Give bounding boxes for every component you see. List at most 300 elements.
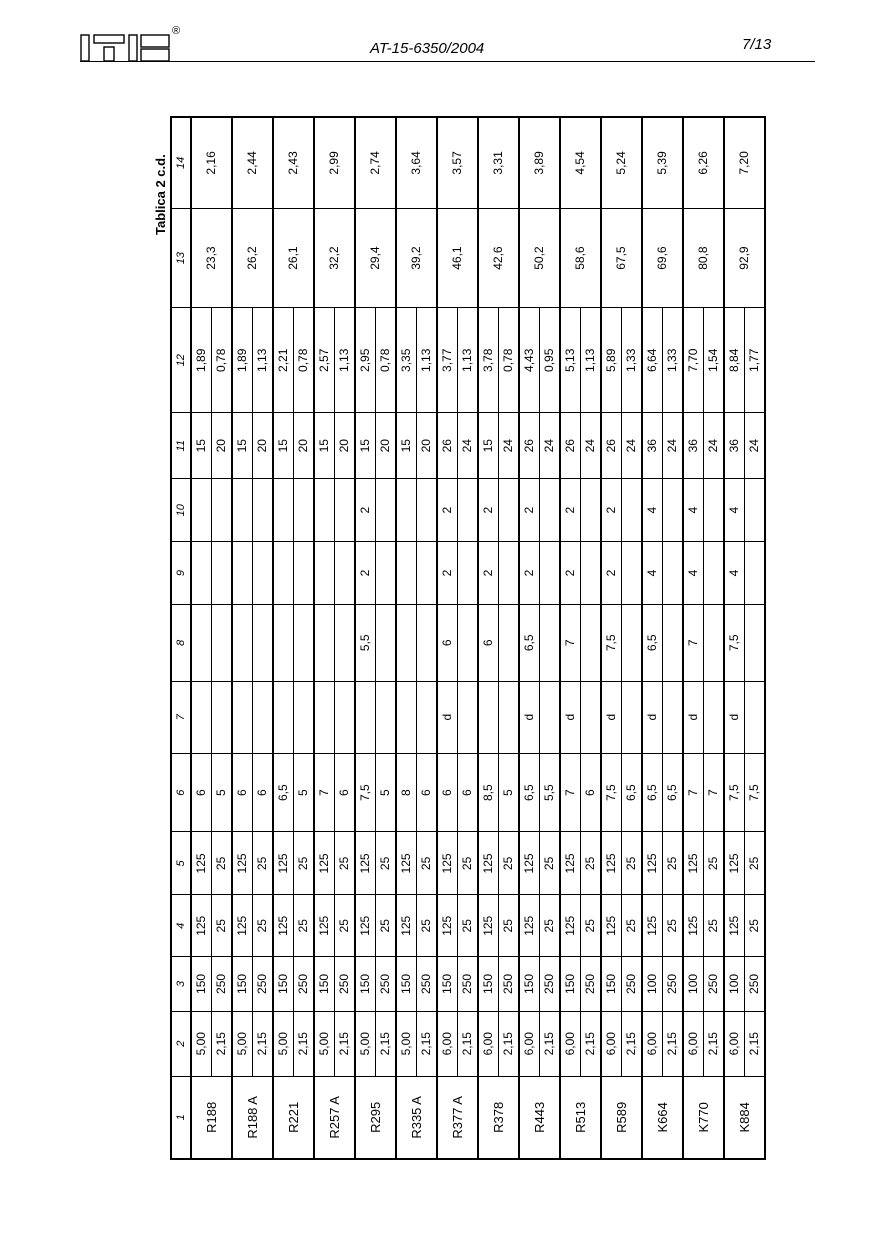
column-header: 12 [171, 308, 191, 413]
table-row [519, 117, 540, 1159]
table-cell: 100 [683, 957, 704, 1012]
table-cell: 2,15 [376, 1011, 397, 1076]
table-cell: 6 [478, 605, 499, 682]
table-cell: 7,5 [601, 753, 622, 832]
table-cell: 2,15 [745, 1011, 766, 1076]
column-header: 1 [171, 1076, 191, 1159]
table-cell: 0,78 [499, 308, 520, 413]
table-cell: 25 [335, 832, 356, 895]
table-cell: 5,00 [314, 1011, 335, 1076]
mesh-mark-cell: K770 [683, 1076, 724, 1159]
table-cell [622, 479, 643, 542]
table-cell: 125 [601, 832, 622, 895]
table-cell: 3,31 [478, 117, 519, 208]
table-cell [622, 542, 643, 605]
table-cell: 25 [376, 832, 397, 895]
table-cell: 3,64 [396, 117, 437, 208]
table-cell: 7,5 [745, 753, 766, 832]
table-cell [704, 605, 725, 682]
table-cell: 5,00 [396, 1011, 417, 1076]
table-cell: 25 [253, 895, 274, 957]
table-cell [581, 479, 602, 542]
table-cell: 250 [335, 957, 356, 1012]
table-row [191, 117, 212, 1159]
table-cell: 1,13 [417, 308, 438, 413]
table-cell [273, 542, 294, 605]
table-row [232, 117, 253, 1159]
table-row [724, 117, 745, 1159]
table-cell [294, 605, 315, 682]
table-cell: 2 [519, 479, 540, 542]
table-cell: 7,20 [724, 117, 765, 208]
table-cell: 1,77 [745, 308, 766, 413]
table-cell: 24 [745, 413, 766, 479]
table-cell: 67,5 [601, 208, 642, 308]
table-row [478, 117, 499, 1159]
table-cell: 2,15 [417, 1011, 438, 1076]
table-cell [458, 681, 479, 753]
table-cell: 36 [724, 413, 745, 479]
table-cell [253, 542, 274, 605]
table-cell: 8,5 [478, 753, 499, 832]
table-cell [253, 605, 274, 682]
table-cell: 25 [253, 832, 274, 895]
table-cell: 25 [212, 895, 233, 957]
table-cell: 24 [581, 413, 602, 479]
table-cell: 26,2 [232, 208, 273, 308]
table-cell: 25 [540, 832, 561, 895]
table-cell: 25 [294, 832, 315, 895]
table-cell: 6,00 [437, 1011, 458, 1076]
table-cell [396, 479, 417, 542]
table-cell: 150 [437, 957, 458, 1012]
table-cell: 24 [458, 413, 479, 479]
table-cell: 125 [396, 832, 417, 895]
table-row [560, 117, 581, 1159]
table-cell: 2,15 [581, 1011, 602, 1076]
table-cell: 6,5 [519, 605, 540, 682]
itb-logo-mark [80, 33, 172, 63]
table-cell [396, 605, 417, 682]
table-cell: 150 [314, 957, 335, 1012]
table-cell: d [601, 681, 622, 753]
table-cell [273, 479, 294, 542]
table-cell: 2 [355, 542, 376, 605]
table-cell: 5 [212, 753, 233, 832]
table-cell: 125 [191, 832, 212, 895]
table-cell: 7 [683, 753, 704, 832]
table-cell [499, 681, 520, 753]
table-cell: 36 [642, 413, 663, 479]
table-cell: 125 [519, 895, 540, 957]
table-cell: 250 [499, 957, 520, 1012]
table-cell: 25 [663, 832, 684, 895]
table-cell: 125 [478, 832, 499, 895]
table-cell: 6,00 [724, 1011, 745, 1076]
table-cell: 150 [191, 957, 212, 1012]
mesh-mark-cell: R188 A [232, 1076, 273, 1159]
table-cell: 250 [745, 957, 766, 1012]
header-rule [80, 61, 815, 62]
rotated-table-area [154, 116, 759, 1160]
table-cell: 2,43 [273, 117, 314, 208]
table-cell [212, 681, 233, 753]
table-cell: 25 [458, 895, 479, 957]
table-cell: 25 [376, 895, 397, 957]
table-cell: 150 [232, 957, 253, 1012]
table-cell: 15 [314, 413, 335, 479]
table-cell: 125 [232, 832, 253, 895]
table-cell: 125 [191, 895, 212, 957]
table-cell: 7,5 [601, 605, 622, 682]
mesh-mark-cell: R295 [355, 1076, 396, 1159]
table-cell: 25 [622, 895, 643, 957]
table-cell: 26,1 [273, 208, 314, 308]
table-cell: 125 [396, 895, 417, 957]
table-cell: 25 [540, 895, 561, 957]
table-cell [745, 605, 766, 682]
table-cell [253, 479, 274, 542]
table-cell: 20 [376, 413, 397, 479]
table-cell: 125 [355, 832, 376, 895]
mesh-mark-cell: R443 [519, 1076, 560, 1159]
table-cell: 150 [396, 957, 417, 1012]
table-cell [212, 605, 233, 682]
table-cell: 4 [642, 479, 663, 542]
table-cell: 26 [519, 413, 540, 479]
table-cell: 100 [642, 957, 663, 1012]
table-cell: 125 [642, 832, 663, 895]
table-caption: Tablica 2 c.d. [153, 154, 168, 235]
page-header [0, 0, 893, 70]
table-cell: 26 [601, 413, 622, 479]
column-header: 8 [171, 605, 191, 682]
table-cell [458, 542, 479, 605]
column-header: 2 [171, 1011, 191, 1076]
table-cell: 125 [724, 832, 745, 895]
table-cell [478, 681, 499, 753]
table-cell: 2,74 [355, 117, 396, 208]
table-cell [581, 605, 602, 682]
column-header: 4 [171, 895, 191, 957]
table-cell [232, 681, 253, 753]
table-cell: 25 [745, 895, 766, 957]
table-cell: 250 [212, 957, 233, 1012]
table-row [355, 117, 376, 1159]
table-cell [663, 605, 684, 682]
mesh-mark-cell: R257 A [314, 1076, 355, 1159]
table-cell: 2,99 [314, 117, 355, 208]
table-cell: 125 [478, 895, 499, 957]
table-row [437, 117, 458, 1159]
table-cell: 29,4 [355, 208, 396, 308]
table-cell: 4 [683, 479, 704, 542]
table-cell: 6,5 [663, 753, 684, 832]
table-cell: 6,5 [642, 753, 663, 832]
table-cell: 25 [704, 895, 725, 957]
table-cell [396, 542, 417, 605]
table-cell: 7,5 [724, 605, 745, 682]
table-cell: 26 [437, 413, 458, 479]
table-cell: 92,9 [724, 208, 765, 308]
table-cell: 7,70 [683, 308, 704, 413]
data-table [170, 116, 766, 1160]
mesh-mark-cell: R188 [191, 1076, 232, 1159]
table-cell: 15 [232, 413, 253, 479]
table-cell: 25 [417, 832, 438, 895]
table-cell: 125 [560, 895, 581, 957]
table-cell: 125 [683, 832, 704, 895]
table-cell: d [683, 681, 704, 753]
table-cell: 20 [212, 413, 233, 479]
mesh-mark-cell: R513 [560, 1076, 601, 1159]
table-cell: 7 [683, 605, 704, 682]
table-cell: 25 [417, 895, 438, 957]
table-cell [663, 479, 684, 542]
table-cell: 3,78 [478, 308, 499, 413]
table-cell: 5 [499, 753, 520, 832]
table-cell: 2,15 [540, 1011, 561, 1076]
table-cell: 250 [294, 957, 315, 1012]
table-cell: 2 [560, 479, 581, 542]
table-cell [622, 605, 643, 682]
mesh-mark-cell: R377 A [437, 1076, 478, 1159]
table-cell: 125 [355, 895, 376, 957]
table-cell: 2,57 [314, 308, 335, 413]
table-cell [294, 681, 315, 753]
table-cell [745, 681, 766, 753]
table-cell: 4 [724, 479, 745, 542]
table-cell: 150 [601, 957, 622, 1012]
table-cell: 250 [622, 957, 643, 1012]
table-cell: 24 [540, 413, 561, 479]
table-cell [376, 542, 397, 605]
table-cell [191, 479, 212, 542]
table-cell: 15 [478, 413, 499, 479]
table-cell: 125 [683, 895, 704, 957]
table-cell: 5,13 [560, 308, 581, 413]
table-cell: 125 [724, 895, 745, 957]
table-cell: 125 [519, 832, 540, 895]
table-cell: 6,00 [601, 1011, 622, 1076]
table-cell: 5,39 [642, 117, 683, 208]
table-cell: 46,1 [437, 208, 478, 308]
table-cell: 25 [335, 895, 356, 957]
table-cell: 6,00 [478, 1011, 499, 1076]
table-cell: 3,57 [437, 117, 478, 208]
table-cell: 250 [417, 957, 438, 1012]
table-cell: 25 [622, 832, 643, 895]
table-cell: 6,5 [273, 753, 294, 832]
table-cell: 15 [191, 413, 212, 479]
table-cell [273, 681, 294, 753]
table-cell: 23,3 [191, 208, 232, 308]
table-cell [191, 605, 212, 682]
table-cell: 1,13 [253, 308, 274, 413]
table-cell: 6,00 [683, 1011, 704, 1076]
table-cell: 1,33 [663, 308, 684, 413]
table-cell [314, 681, 335, 753]
table-cell: 25 [212, 832, 233, 895]
table-cell: 6,64 [642, 308, 663, 413]
table-cell [540, 605, 561, 682]
table-cell: 20 [417, 413, 438, 479]
table-cell: 20 [335, 413, 356, 479]
table-cell: 2,15 [622, 1011, 643, 1076]
table-cell: d [724, 681, 745, 753]
table-cell: 6 [437, 605, 458, 682]
table-cell [253, 681, 274, 753]
table-cell: 24 [704, 413, 725, 479]
table-cell [704, 542, 725, 605]
table-cell [232, 542, 253, 605]
table-cell: 24 [622, 413, 643, 479]
table-cell: 26 [560, 413, 581, 479]
table-cell [417, 605, 438, 682]
column-header: 3 [171, 957, 191, 1012]
table-cell: 2,15 [663, 1011, 684, 1076]
table-cell: 6 [335, 753, 356, 832]
table-cell: 50,2 [519, 208, 560, 308]
table-cell [663, 681, 684, 753]
table-cell: 1,13 [581, 308, 602, 413]
table-cell: 58,6 [560, 208, 601, 308]
table-row [683, 117, 704, 1159]
table-cell [581, 681, 602, 753]
table-cell: 8 [396, 753, 417, 832]
table-cell: 25 [294, 895, 315, 957]
table-cell: 250 [458, 957, 479, 1012]
table-cell: 6,5 [642, 605, 663, 682]
table-cell [314, 479, 335, 542]
table-cell: 2 [601, 479, 622, 542]
table-cell [417, 479, 438, 542]
table-row [314, 117, 335, 1159]
table-cell [499, 479, 520, 542]
table-cell: 250 [663, 957, 684, 1012]
table-cell: 125 [273, 895, 294, 957]
table-cell: 150 [519, 957, 540, 1012]
table-cell: 2,16 [191, 117, 232, 208]
table-cell: 3,35 [396, 308, 417, 413]
table-cell: 6 [232, 753, 253, 832]
table-cell: 5,89 [601, 308, 622, 413]
table-cell: 25 [745, 832, 766, 895]
table-cell: 1,89 [191, 308, 212, 413]
table-cell: 25 [499, 832, 520, 895]
itb-logo [80, 25, 181, 68]
table-cell: 6,5 [622, 753, 643, 832]
table-cell: 125 [314, 895, 335, 957]
table-cell: 2 [478, 542, 499, 605]
table-row [642, 117, 663, 1159]
table-cell [335, 681, 356, 753]
column-header: 5 [171, 832, 191, 895]
table-cell: 2,15 [212, 1011, 233, 1076]
table-cell: 2 [437, 542, 458, 605]
table-cell: 4 [683, 542, 704, 605]
table-cell: 125 [601, 895, 622, 957]
table-cell: 250 [540, 957, 561, 1012]
table-cell: 32,2 [314, 208, 355, 308]
table-cell: 24 [499, 413, 520, 479]
table-cell: 125 [314, 832, 335, 895]
mesh-mark-cell: K664 [642, 1076, 683, 1159]
table-cell [745, 542, 766, 605]
table-cell: d [642, 681, 663, 753]
table-cell: 4,54 [560, 117, 601, 208]
page-number: 7/13 [742, 36, 772, 53]
table-cell: 3,77 [437, 308, 458, 413]
column-header: 13 [171, 208, 191, 308]
table-cell: 25 [581, 895, 602, 957]
table-cell: 5 [294, 753, 315, 832]
table-cell: 2,21 [273, 308, 294, 413]
table-cell [335, 479, 356, 542]
table-cell: 7 [314, 753, 335, 832]
table-cell: 6,00 [642, 1011, 663, 1076]
table-cell: 5,00 [232, 1011, 253, 1076]
table-cell: 250 [376, 957, 397, 1012]
table-cell [417, 542, 438, 605]
table-cell: 6,26 [683, 117, 724, 208]
table-cell: 5,00 [191, 1011, 212, 1076]
table-cell: 20 [294, 413, 315, 479]
table-cell: 100 [724, 957, 745, 1012]
table-cell: 2 [560, 542, 581, 605]
table-cell: 15 [273, 413, 294, 479]
table-cell [704, 479, 725, 542]
table-cell: 2 [519, 542, 540, 605]
table-cell [376, 681, 397, 753]
table-cell [314, 605, 335, 682]
table-cell [294, 479, 315, 542]
table-cell [396, 681, 417, 753]
table-cell: 1,54 [704, 308, 725, 413]
table-cell [581, 542, 602, 605]
table-cell: 2,44 [232, 117, 273, 208]
table-cell: 2 [355, 479, 376, 542]
table-cell: 2,15 [704, 1011, 725, 1076]
table-cell: 25 [663, 895, 684, 957]
table-cell: 24 [663, 413, 684, 479]
table-cell [355, 681, 376, 753]
table-cell [376, 479, 397, 542]
table-cell: 5,00 [355, 1011, 376, 1076]
table-cell [704, 681, 725, 753]
table-cell: 7 [560, 605, 581, 682]
table-cell: 2,15 [335, 1011, 356, 1076]
table-cell: 2,15 [499, 1011, 520, 1076]
table-cell: 0,78 [376, 308, 397, 413]
table-cell [622, 681, 643, 753]
table-cell: 0,78 [212, 308, 233, 413]
table-cell: 39,2 [396, 208, 437, 308]
table-row [396, 117, 417, 1159]
table-cell: 2 [478, 479, 499, 542]
table-cell: 7,5 [724, 753, 745, 832]
table-cell: 0,95 [540, 308, 561, 413]
table-cell: 125 [437, 832, 458, 895]
table-cell: 1,13 [458, 308, 479, 413]
table-cell [232, 479, 253, 542]
table-cell: 6,00 [560, 1011, 581, 1076]
table-cell: 2,15 [458, 1011, 479, 1076]
table-row [273, 117, 294, 1159]
table-cell: 69,6 [642, 208, 683, 308]
table-cell: 20 [253, 413, 274, 479]
table-cell: 4,43 [519, 308, 540, 413]
